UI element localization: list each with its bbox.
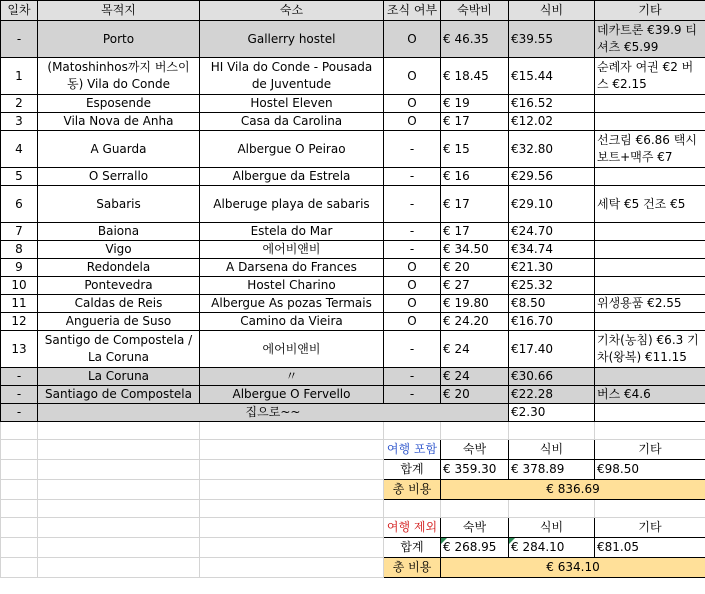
header-stay-cost[interactable]: 숙박비 [441, 1, 509, 21]
cell-other[interactable]: 선크림 €6.86 택시보트+맥주 €7 [595, 131, 705, 168]
cell-day[interactable]: 13 [1, 331, 38, 368]
table-row [1, 223, 705, 241]
empty-cell[interactable] [1, 558, 38, 578]
empty-cell[interactable] [200, 460, 384, 480]
summary-header-row [1, 518, 705, 538]
cell-other[interactable]: 위생용품 €2.55 [595, 295, 705, 313]
cell-other[interactable] [595, 168, 705, 186]
cell-stay-cost[interactable]: € 17 [441, 113, 509, 131]
table-row [1, 313, 705, 331]
table-row [1, 386, 705, 404]
cell-stay-cost[interactable]: € 24.20 [441, 313, 509, 331]
empty-row [1, 500, 705, 518]
header-row [1, 1, 705, 21]
header-breakfast[interactable]: 조식 여부 [384, 1, 441, 21]
table-row [1, 168, 705, 186]
cell-stay-cost[interactable]: € 24 [441, 368, 509, 386]
cell-day[interactable]: 2 [1, 95, 38, 113]
cell-food-cost[interactable]: €2.30 [509, 404, 595, 422]
cell-breakfast[interactable]: - [384, 223, 441, 241]
cell-stay-cost[interactable]: € 20 [441, 386, 509, 404]
cell-food-cost[interactable]: €16.70 [509, 313, 595, 331]
empty-cell[interactable] [38, 538, 200, 558]
table-row [1, 259, 705, 277]
cell-lodging[interactable]: Estela do Mar [200, 223, 384, 241]
cell-breakfast[interactable]: O [384, 313, 441, 331]
summary-total-value[interactable]: € 634.10 [441, 558, 705, 578]
empty-row [1, 422, 705, 440]
header-day[interactable]: 일차 [1, 1, 38, 21]
cell-destination[interactable]: Santiago de Compostela [38, 386, 200, 404]
summary-col-food[interactable]: 식비 [509, 440, 595, 460]
header-other[interactable]: 기타 [595, 1, 705, 21]
cell-stay-cost[interactable]: € 15 [441, 131, 509, 168]
cell-destination[interactable]: (Matoshinhos까지 버스이동) Vila do Conde [38, 58, 200, 95]
summary-sum-row [1, 538, 705, 558]
cell-stay-cost[interactable]: € 17 [441, 186, 509, 223]
cell-food-cost[interactable]: €17.40 [509, 331, 595, 368]
cell-destination[interactable]: Caldas de Reis [38, 295, 200, 313]
cell-lodging[interactable]: Albergue O Fervello [200, 386, 384, 404]
cell-lodging[interactable]: Hostel Charino [200, 277, 384, 295]
cell-destination[interactable]: Santigo de Compostela / La Coruna [38, 331, 200, 368]
cell-lodging[interactable]: Hostel Eleven [200, 95, 384, 113]
table-row [1, 368, 705, 386]
cell-day[interactable]: 3 [1, 113, 38, 131]
cell-breakfast[interactable]: - [384, 186, 441, 223]
cell-stay-cost[interactable]: € 17 [441, 223, 509, 241]
cell-breakfast[interactable]: - [384, 386, 441, 404]
cell-other[interactable] [595, 241, 705, 259]
cell-destination[interactable]: Porto [38, 21, 200, 58]
cell-stay-cost[interactable]: € 20 [441, 259, 509, 277]
empty-cell[interactable] [509, 422, 595, 440]
cell-destination[interactable]: Baiona [38, 223, 200, 241]
cell-day[interactable]: 6 [1, 186, 38, 223]
empty-cell[interactable] [1, 422, 38, 440]
empty-cell[interactable] [200, 518, 384, 538]
cell-food-cost[interactable]: €24.70 [509, 223, 595, 241]
table-row [1, 21, 705, 58]
cell-breakfast[interactable]: - [384, 241, 441, 259]
header-destination[interactable]: 목적지 [38, 1, 200, 21]
summary-sum-label[interactable]: 합계 [384, 460, 441, 480]
table-row [1, 277, 705, 295]
cell-lodging[interactable]: HI Vila do Conde - Pousada de Juventude [200, 58, 384, 95]
cell-lodging[interactable]: Albergue As pozas Termais [200, 295, 384, 313]
cell-food-cost[interactable]: €25.32 [509, 277, 595, 295]
empty-cell[interactable] [1, 480, 38, 500]
cell-other[interactable]: 버스 €4.6 [595, 386, 705, 404]
cell-destination[interactable]: Angueria de Suso [38, 313, 200, 331]
empty-cell[interactable] [384, 422, 441, 440]
cell-other[interactable] [595, 404, 705, 422]
summary-sum-other[interactable]: €81.05 [595, 538, 705, 558]
cell-day[interactable]: - [1, 368, 38, 386]
cell-food-cost[interactable]: €29.10 [509, 186, 595, 223]
table-row [1, 295, 705, 313]
cell-day[interactable]: 10 [1, 277, 38, 295]
empty-cell[interactable] [1, 440, 38, 460]
cell-breakfast[interactable]: O [384, 295, 441, 313]
summary-total-label[interactable]: 총 비용 [384, 558, 441, 578]
summary-col-other[interactable]: 기타 [595, 440, 705, 460]
cell-day[interactable]: - [1, 404, 38, 422]
table-row [1, 58, 705, 95]
cell-destination[interactable]: Pontevedra [38, 277, 200, 295]
cell-other[interactable] [595, 95, 705, 113]
cell-home-label[interactable]: 집으로~~ [38, 404, 509, 422]
cell-stay-cost[interactable]: € 46.35 [441, 21, 509, 58]
summary-total-value[interactable]: € 836.69 [441, 480, 705, 500]
cell-destination[interactable]: O Serrallo [38, 168, 200, 186]
summary-sum-food[interactable]: € 378.89 [509, 460, 595, 480]
cell-lodging[interactable]: 에어비앤비 [200, 241, 384, 259]
cell-lodging[interactable]: A Darsena do Frances [200, 259, 384, 277]
table-row [1, 241, 705, 259]
cell-breakfast[interactable]: O [384, 58, 441, 95]
summary-sum-other[interactable]: €98.50 [595, 460, 705, 480]
cell-day[interactable]: 4 [1, 131, 38, 168]
cell-food-cost[interactable]: €32.80 [509, 131, 595, 168]
cell-food-cost[interactable]: €30.66 [509, 368, 595, 386]
cell-other[interactable] [595, 313, 705, 331]
cell-breakfast[interactable]: - [384, 331, 441, 368]
empty-cell[interactable] [38, 500, 200, 518]
summary-col-stay[interactable]: 숙박 [441, 440, 509, 460]
table-row [1, 95, 705, 113]
summary-total-row [1, 480, 705, 500]
table-row [1, 186, 705, 223]
cell-other[interactable]: 데카트론 €39.9 티셔츠 €5.99 [595, 21, 705, 58]
cell-other[interactable] [595, 259, 705, 277]
empty-cell[interactable] [1, 460, 38, 480]
table-row [1, 113, 705, 131]
cell-day[interactable]: 8 [1, 241, 38, 259]
cell-food-cost[interactable]: €39.55 [509, 21, 595, 58]
cell-destination[interactable]: Vila Nova de Anha [38, 113, 200, 131]
summary-sum-row [1, 460, 705, 480]
summary-sum-label[interactable]: 합계 [384, 538, 441, 558]
empty-cell[interactable] [38, 440, 200, 460]
cell-day[interactable]: 7 [1, 223, 38, 241]
cell-breakfast[interactable]: - [384, 131, 441, 168]
cell-destination[interactable]: Sabaris [38, 186, 200, 223]
cell-lodging[interactable]: Albergue O Peirao [200, 131, 384, 168]
empty-cell[interactable] [1, 538, 38, 558]
cell-breakfast[interactable]: - [384, 368, 441, 386]
empty-cell[interactable] [595, 422, 705, 440]
cell-stay-cost[interactable]: € 27 [441, 277, 509, 295]
summary-total-row [1, 558, 705, 578]
summary-header-row [1, 440, 705, 460]
empty-cell[interactable] [441, 422, 509, 440]
empty-cell[interactable] [200, 440, 384, 460]
cell-day[interactable]: 11 [1, 295, 38, 313]
empty-cell[interactable] [200, 422, 384, 440]
empty-cell[interactable] [1, 500, 38, 518]
summary-sum-food[interactable]: € 284.10 [509, 538, 595, 558]
empty-cell[interactable] [509, 500, 595, 518]
empty-cell[interactable] [595, 500, 705, 518]
summary-title[interactable]: 여행 제외 [384, 518, 441, 538]
empty-cell[interactable] [200, 500, 384, 518]
empty-cell[interactable] [200, 538, 384, 558]
empty-cell[interactable] [1, 518, 38, 538]
empty-cell[interactable] [441, 500, 509, 518]
empty-cell[interactable] [38, 518, 200, 538]
empty-cell[interactable] [384, 500, 441, 518]
header-food-cost[interactable]: 식비 [509, 1, 595, 21]
cell-other[interactable]: 기차(농침) €6.3 기차(왕복) €11.15 [595, 331, 705, 368]
cell-lodging[interactable]: 〃 [200, 368, 384, 386]
cell-other[interactable] [595, 223, 705, 241]
summary-total-label[interactable]: 총 비용 [384, 480, 441, 500]
summary-sum-stay[interactable]: € 359.30 [441, 460, 509, 480]
empty-cell[interactable] [200, 480, 384, 500]
cell-lodging[interactable]: Alberuge playa de sabaris [200, 186, 384, 223]
cell-other[interactable]: 순례자 여권 €2 버스 €2.15 [595, 58, 705, 95]
cell-food-cost[interactable]: €8.50 [509, 295, 595, 313]
cell-destination[interactable]: Esposende [38, 95, 200, 113]
table-row-home [1, 404, 705, 422]
summary-title[interactable]: 여행 포함 [384, 440, 441, 460]
cell-stay-cost[interactable]: € 18.45 [441, 58, 509, 95]
cell-stay-cost[interactable]: € 19 [441, 95, 509, 113]
cell-day[interactable]: 12 [1, 313, 38, 331]
cell-stay-cost[interactable]: € 19.80 [441, 295, 509, 313]
cell-destination[interactable]: Redondela [38, 259, 200, 277]
cell-lodging[interactable]: Camino da Vieira [200, 313, 384, 331]
empty-cell[interactable] [200, 558, 384, 578]
summary-col-food[interactable]: 식비 [509, 518, 595, 538]
cell-breakfast[interactable]: - [384, 168, 441, 186]
cell-other[interactable] [595, 368, 705, 386]
cell-lodging[interactable]: Albergue da Estrela [200, 168, 384, 186]
cell-other[interactable] [595, 113, 705, 131]
cell-other[interactable]: 세탁 €5 건조 €5 [595, 186, 705, 223]
cell-lodging[interactable]: Casa da Carolina [200, 113, 384, 131]
cell-destination[interactable]: Vigo [38, 241, 200, 259]
cell-stay-cost[interactable]: € 24 [441, 331, 509, 368]
cell-food-cost[interactable]: €29.56 [509, 168, 595, 186]
cell-food-cost[interactable]: €22.28 [509, 386, 595, 404]
cell-destination[interactable]: La Coruna [38, 368, 200, 386]
cell-food-cost[interactable]: €12.02 [509, 113, 595, 131]
cell-other[interactable] [595, 277, 705, 295]
cell-breakfast[interactable]: O [384, 21, 441, 58]
cell-day[interactable]: 5 [1, 168, 38, 186]
cell-day[interactable]: 1 [1, 58, 38, 95]
table-row [1, 331, 705, 368]
cell-breakfast[interactable]: O [384, 259, 441, 277]
cell-breakfast[interactable]: O [384, 113, 441, 131]
cell-stay-cost[interactable]: € 16 [441, 168, 509, 186]
cell-food-cost[interactable]: €21.30 [509, 259, 595, 277]
cell-day[interactable]: - [1, 21, 38, 58]
cell-food-cost[interactable]: €16.52 [509, 95, 595, 113]
cell-day[interactable]: 9 [1, 259, 38, 277]
empty-cell[interactable] [38, 558, 200, 578]
cell-lodging[interactable]: Gallerry hostel [200, 21, 384, 58]
empty-cell[interactable] [38, 422, 200, 440]
summary-col-stay[interactable]: 숙박 [441, 518, 509, 538]
table-row [1, 131, 705, 168]
summary-col-other[interactable]: 기타 [595, 518, 705, 538]
empty-cell[interactable] [38, 480, 200, 500]
cell-breakfast[interactable]: O [384, 95, 441, 113]
cell-food-cost[interactable]: €15.44 [509, 58, 595, 95]
cell-breakfast[interactable]: O [384, 277, 441, 295]
header-lodging[interactable]: 숙소 [200, 1, 384, 21]
cell-lodging[interactable]: 에어비앤비 [200, 331, 384, 368]
cell-stay-cost[interactable]: € 34.50 [441, 241, 509, 259]
summary-sum-stay[interactable]: € 268.95 [441, 538, 509, 558]
cell-food-cost[interactable]: €34.74 [509, 241, 595, 259]
cell-destination[interactable]: A Guarda [38, 131, 200, 168]
cell-day[interactable]: - [1, 386, 38, 404]
empty-cell[interactable] [38, 460, 200, 480]
